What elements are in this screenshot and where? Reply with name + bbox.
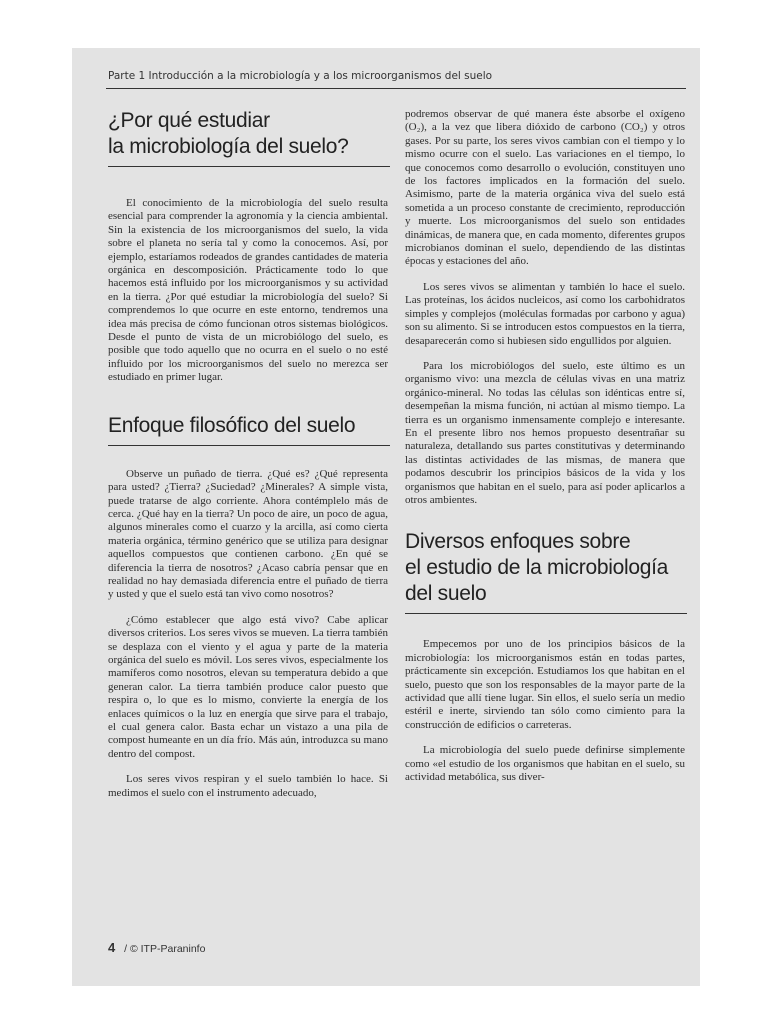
title-line: del suelo bbox=[405, 582, 487, 606]
section-title-why bbox=[108, 108, 388, 160]
left-column bbox=[108, 108, 388, 800]
page-footer bbox=[108, 940, 205, 955]
paragraph: Observe un puñado de tierra. ¿Qué es? ¿Qué representa para usted? ¿Tierra? ¿Suciedad? ¿Minerales? A simple vista, puede tratarse de algo corriente. Ahora contémplelo más de cerca. ¿Qué hay en la tierra? Un poco de aire, un poco de agua, algunos minerales como el cuarzo y la arcilla, así como cierta materia orgánica, término genérico que se utiliza para designar aquellos compuestos que contienen carbono. ¿En qué se diferencia la tierra de nosotros? ¿Acaso cabría pensar que en realidad no hay demasiada diferencia entre el puñado de tierra y usted y que el suelo está tan vivo como nosotros? bbox=[108, 467, 388, 601]
publisher-credit: / © ITP-Paraninfo bbox=[124, 943, 206, 955]
section-title-approaches bbox=[405, 529, 685, 607]
paragraph: podremos observar de qué manera éste absorbe el oxígeno (O₂), a la vez que libera dióxido de carbono (CO₂) y otros gases. Por su parte, los seres vivos cambian con el tiempo y lo mismo ocurre con el suelo. Las variaciones en el tiempo, lo que conocemos como desarrollo o evolución, constituyen uno de los factores implicados en la formación del suelo. Asimismo, parte de la materia orgánica viva del suelo está sometida a un proceso constante de crecimiento, reproducción y muerte. Los microorganismos del suelo son entidades dinámicas, de manera que, en cada momento, diferentes grupos microbianos dominan el suelo, dependiendo de las distintas épocas y estaciones del año. bbox=[405, 108, 685, 268]
paragraph: Los seres vivos respiran y el suelo también lo hace. Si medimos el suelo con el instrumento adecuado, bbox=[108, 773, 388, 799]
right-column bbox=[405, 108, 685, 784]
paragraph: El conocimiento de la microbiología del suelo resulta esencial para comprender la agronomía y la ciencia ambiental. Sin la existencia de los microorganismos del suelo, la vida sobre el planeta no sería tal y como la conocemos. Así, por ejemplo, estaríamos rodeados de grandes cantidades de materia orgánica en descomposición. Prácticamente todo lo que hacemos está influido por los microorganismos y su actividad en la tierra. ¿Por qué estudiar la microbiología del suelo? Si comprendemos lo que ocurre en este entorno, tendremos una idea más precisa de cómo funcionan otros sistemas biológicos. Desde el punto de vista de un microbiólogo del suelo, es posible que todo aquello que no ocurra en el suelo o no esté influido por los microorganismos del suelo no merezca ser estudiado en primer lugar. bbox=[108, 197, 388, 384]
page-number: 4 bbox=[108, 940, 116, 955]
title-line: el estudio de la microbiología bbox=[405, 556, 668, 580]
title-line: Diversos enfoques sobre bbox=[405, 530, 631, 554]
section-title-philosophy: Enfoque filosófico del suelo bbox=[108, 413, 356, 437]
title-line: la microbiología del suelo? bbox=[108, 135, 349, 158]
paragraph: Empecemos por uno de los principios básicos de la microbiología: los microorganismos están en todas partes, prácticamente sin excepción. Estudiamos los que habitan en el suelo, puesto que son los responsables de la mayor parte de la actividad que allí tiene lugar. Sin ellos, el suelo sería un medio estéril e inerte, sirviendo tan sólo como cimiento para la construcción de edificios o carreteras. bbox=[405, 638, 685, 731]
title-line: ¿Por qué estudiar bbox=[108, 109, 270, 132]
paragraph: ¿Cómo establecer que algo está vivo? Cabe aplicar diversos criterios. Los seres vivos se mueven. La tierra también se desplaza con el viento y el agua y parte de la materia orgánica del suelo es móvil. Los seres vivos, especialmente los mamíferos como nosotros, elevan su temperatura debido a que generan calor. La tierra también produce calor puesto que respira o, lo que es lo mismo, convierte la energía de los enlaces químicos o la luz en energía que sirve para el trabajo, el cual genera calor. Basta echar un vistazo a una pila de compost humeante en un día frío. Más aún, introduzca su mano dentro del compost. bbox=[108, 613, 388, 760]
running-header: Parte 1 Introducción a la microbiología y a los microorganismos del suelo bbox=[108, 70, 493, 82]
paragraph: Para los microbiólogos del suelo, este último es un organismo vivo: una mezcla de células vivas en una matriz orgánico-mineral. No todas las células son idénticas entre sí, desempeñan la misma función, ni actúan al mismo tiempo. La tierra es un organismo inmensamente complejo e interesante. En el presente libro nos hemos propuesto desentrañar su naturaleza, detallando sus partes constitutivas y determinando las distintas actividades de las mismas, de manera que podamos descubrir los principios básicos de la vida y los organismos que habitan en el suelo, para así poder aplicarlos a otros ambientes. bbox=[405, 359, 685, 506]
header-rule bbox=[106, 88, 686, 89]
paragraph: Los seres vivos se alimentan y también lo hace el suelo. Las proteínas, los ácidos nucleicos, así como los carbohidratos simples y complejos (moléculas formadas por carbono y agua) son su alimento. Si se introducen estos compuestos en la tierra, desaparecerán como si hubiesen sido engullidos por alguien. bbox=[405, 280, 685, 347]
paragraph: La microbiología del suelo puede definirse simplemente como «el estudio de los organismos que habitan en el suelo, su actividad metabólica, sus diver- bbox=[405, 744, 685, 784]
